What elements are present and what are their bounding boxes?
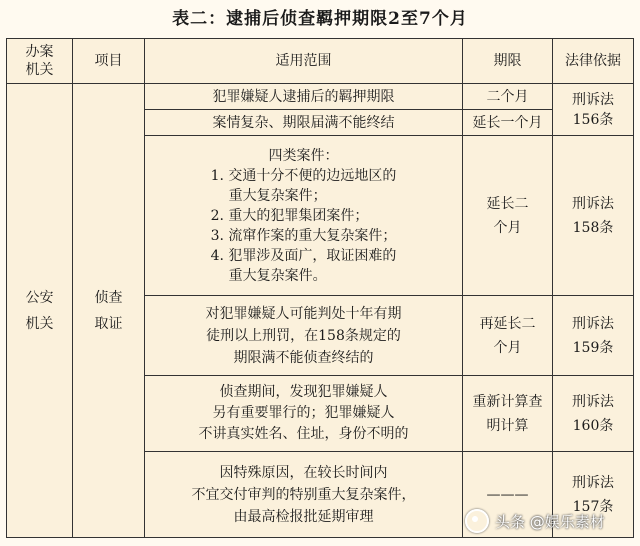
period-cell: 重新计算查明计算 xyxy=(463,376,553,452)
scope-line: 另有重要罪行的；犯罪嫌疑人 xyxy=(212,405,395,421)
header-scope: 适用范围 xyxy=(145,39,463,84)
scope-line: 侦查期间，发现犯罪嫌疑人 xyxy=(219,384,388,400)
law-cell: 刑诉法156条 xyxy=(553,84,634,136)
unit-cell: 公安机关 xyxy=(7,84,73,538)
scope-heading: 四类案件： xyxy=(268,147,339,164)
header-unit: 办案机关 xyxy=(7,39,73,84)
scope-line: 由最高检报批延期审理 xyxy=(233,508,374,525)
custody-period-table xyxy=(6,38,634,538)
scope-cell: 案情复杂、期限届满不能终结 xyxy=(145,110,463,136)
table-row xyxy=(7,84,634,110)
scope-line: 重大复杂案件； xyxy=(228,187,327,204)
scope-line: 因特殊原因，在较长时间内 xyxy=(219,464,388,481)
scope-line: 3. 流窜作案的重大复杂案件； xyxy=(210,227,397,244)
law-cell: 刑诉法158条 xyxy=(553,136,634,296)
law-cell: 刑诉法157条 xyxy=(553,452,634,538)
watermark xyxy=(465,507,635,535)
scope-cell xyxy=(145,452,463,538)
scope-cell xyxy=(145,136,463,296)
header-period: 期限 xyxy=(463,39,553,84)
table-title: 表二：逮捕后侦查羁押期限2至7个月 xyxy=(172,9,468,29)
header-item: 项目 xyxy=(73,39,145,84)
scope-line: 4. 犯罪涉及面广，取证困难的 xyxy=(210,247,397,264)
period-cell: 再延长二个月 xyxy=(463,296,553,376)
header-row xyxy=(7,39,634,84)
period-cell: 二个月 xyxy=(463,84,553,110)
watermark-text: 头条 @娱乐素材 xyxy=(495,512,605,531)
scope-line: 期限满不能侦查终结的 xyxy=(233,349,374,366)
period-cell: 延长二个月 xyxy=(463,136,553,296)
header-law: 法律依据 xyxy=(553,39,634,84)
scope-line: 重大复杂案件。 xyxy=(228,267,327,284)
scope-cell: 犯罪嫌疑人逮捕后的羁押期限 xyxy=(145,84,463,110)
scope-cell xyxy=(145,376,463,452)
scope-cell xyxy=(145,296,463,376)
item-cell: 侦查取证 xyxy=(73,84,145,538)
scope-line: 不宜交付审判的特别重大复杂案件， xyxy=(191,486,416,503)
law-cell: 刑诉法160条 xyxy=(553,376,634,452)
period-cell: 延长一个月 xyxy=(463,110,553,136)
camera-logo-icon xyxy=(465,509,489,533)
scope-line: 不讲真实姓名、住址，身份不明的 xyxy=(198,426,409,442)
law-cell: 刑诉法159条 xyxy=(553,296,634,376)
period-dash: ——— xyxy=(486,486,529,503)
scope-line: 1. 交通十分不便的边远地区的 xyxy=(210,167,397,184)
scope-line: 2. 重大的犯罪集团案件； xyxy=(210,207,369,224)
scope-line: 徒刑以上刑罚，在158条规定的 xyxy=(206,327,401,344)
scope-line: 对犯罪嫌疑人可能判处十年有期 xyxy=(205,305,402,322)
